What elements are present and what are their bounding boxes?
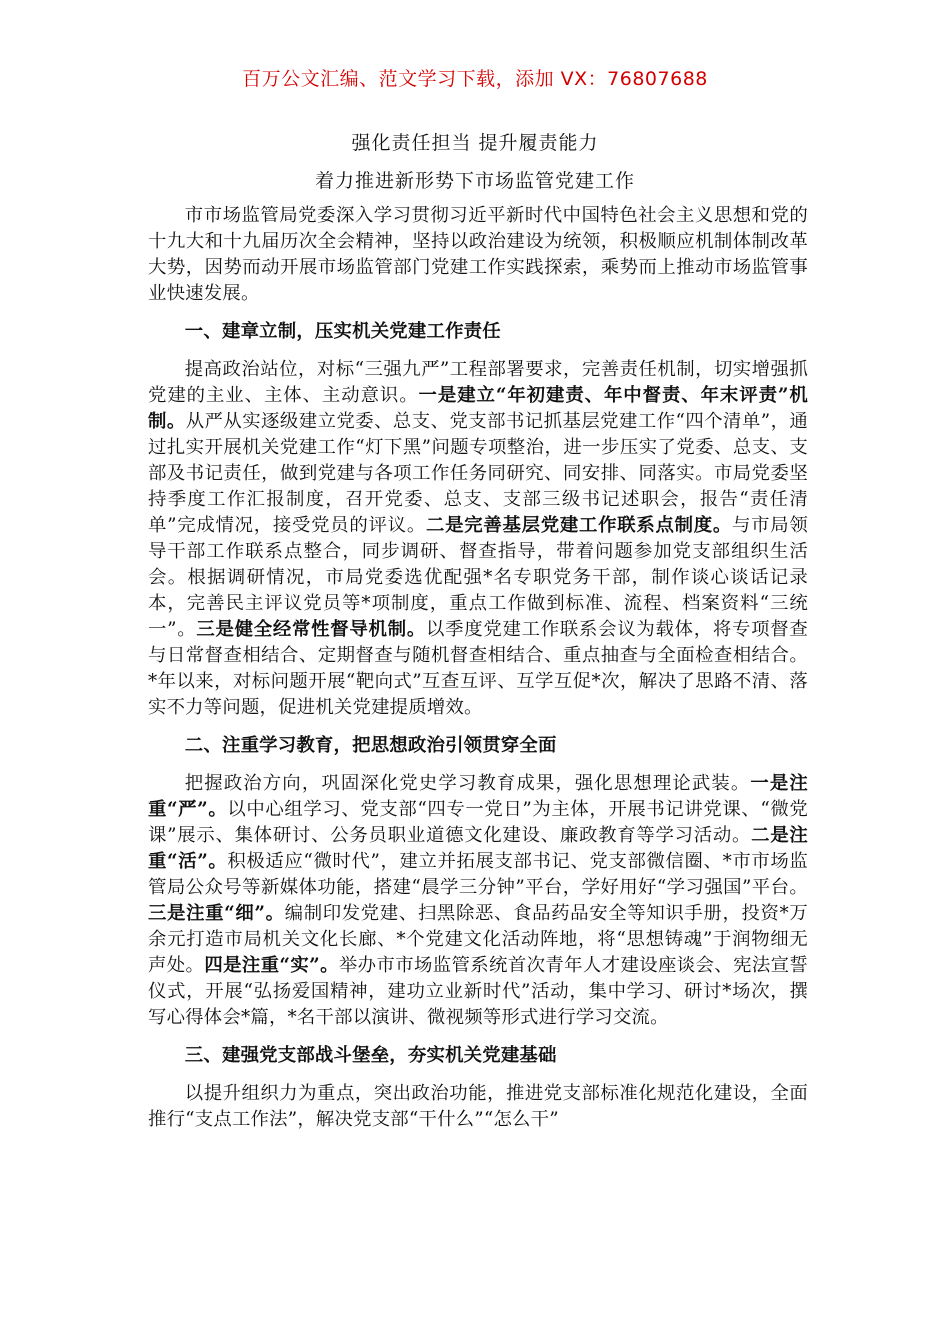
- section1-heading: 一、建章立制，压实机关党建工作责任: [184, 321, 501, 342]
- section2-bold-2: 二是注重“活”。: [148, 825, 808, 872]
- intro-paragraph: 市市场监管局党委深入学习贯彻习近平新时代中国特色社会主义思想和党的十九大和十九届历次全会精神，坚持以政治建设为统领，积极顺应机制体制改革大势，因势而动开展市场监管部门党建工作实践探索，乘势而上推动市场监管事业快速发展。: [148, 205, 808, 304]
- section3-heading: 三、建强党支部战斗堡垒，夯实机关党建基础: [184, 1045, 557, 1066]
- section1-text-b: 从严从实逐级建立党委、总支、党支部书记抓基层党建工作“四个清单”，通过扎实开展机关党建工作“灯下黑”问题专项整治，进一步压实了党委、总支、支部及书记责任，做到党建与各项工作任务同研究、同安排、同落实。市局党委坚持季度工作汇报制度，召开党委、总支、支部三级书记述职会，报告“责任清单”完成情况，接受党员的评议。: [148, 411, 808, 536]
- section1-bold-3: 三是健全经常性督导机制。: [196, 619, 426, 640]
- promo-banner: 百万公文汇编、范文学习下载，添加 VX：76807688: [242, 68, 708, 90]
- section2-bold-3: 三是注重“细”。: [148, 903, 285, 924]
- section2-text-e: 举办市市场监管系统首次青年人才建设座谈会、宪法宣誓仪式，开展“弘扬爱国精神，建功立业新时代”活动，集中学习、研讨*场次，撰写心得体会*篇，*名干部以演讲、微视频等形式进行学习交流。: [148, 955, 808, 1028]
- document-body: [148, 203, 808, 1133]
- section1-text-a: 提高政治站位，对标“三强九严”工程部署要求，完善责任机制，切实增强抓党建的主业、主体、主动意识。: [148, 359, 808, 406]
- section1-bold-1: 一是建立“年初建责、年中督责、年末评责”机制。: [148, 385, 808, 432]
- section3-text-a: 以提升组织力为重点，突出政治功能，推进党支部标准化规范化建设，全面推行“支点工作法”，解决党支部“干什么”“怎么干”: [148, 1083, 808, 1130]
- section2-bold-4: 四是注重“实”。: [204, 955, 339, 976]
- document-title-line2: 着力推进新形势下市场监管党建工作: [314, 170, 635, 192]
- section2-text-a: 把握政治方向，巩固深化党史学习教育成果，强化思想理论武装。: [184, 773, 751, 794]
- section2-text-c: 积极适应“微时代”，建立并拓展支部书记、党支部微信圈、*市市场监管局公众号等新媒体功能，搭建“晨学三分钟”平台，学好用好“学习强国”平台。: [148, 851, 808, 898]
- section2-bold-1: 一是注重“严”。: [148, 773, 808, 820]
- section1-bold-2: 二是完善基层党建工作联系点制度。: [425, 515, 733, 536]
- section3-paragraph: [148, 1081, 808, 1133]
- section1-text-d: 以季度党建工作联系会议为载体，将专项督查与日常督查相结合、定期督查与随机督查相结合、重点抽查与全面检查相结合。*年以来，对标问题开展“靶向式”互查互评、互学互促*次，解决了思路不清、落实不力等问题，促进机关党建提质增效。: [148, 619, 808, 718]
- section1-paragraph: [148, 357, 808, 721]
- section2-paragraph: [148, 771, 808, 1031]
- document-title-line1: 强化责任担当 提升履责能力: [351, 132, 599, 154]
- section2-text-d: 编制印发党建、扫黑除恶、食品药品安全等知识手册，投资*万余元打造市局机关文化长廊、*个党建文化活动阵地，将“思想铸魂”于润物细无声处。: [148, 903, 808, 976]
- section2-text-b: 以中心组学习、党支部“四专一党日”为主体，开展书记讲党课、“微党课”展示、集体研讨、公务员职业道德文化建设、廉政教育等学习活动。: [148, 799, 808, 846]
- section1-text-c: 与市局领导干部工作联系点整合，同步调研、督查指导，带着问题参加党支部组织生活会。根据调研情况，市局党委选优配强*名专职党务干部，制作谈心谈话记录本，完善民主评议党员等*项制度，重点工作做到标准、流程、档案资料“三统一”。: [148, 515, 808, 640]
- section2-heading: 二、注重学习教育，把思想政治引领贯穿全面: [184, 735, 557, 756]
